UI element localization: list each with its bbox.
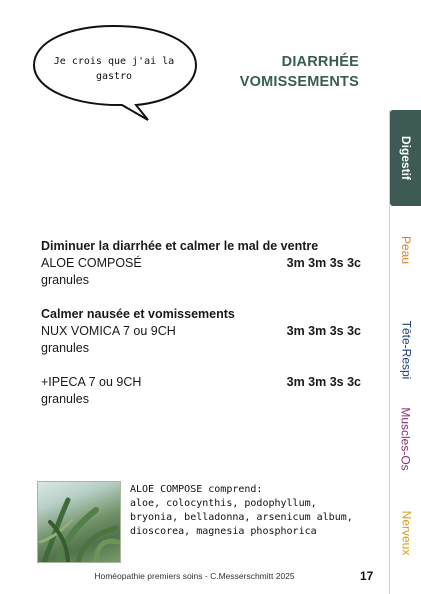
remedy-dose: 3m 3m 3s 3c bbox=[286, 375, 361, 389]
speech-bubble bbox=[30, 22, 198, 110]
tab-label: Tête-Respi bbox=[399, 320, 413, 380]
composition-note bbox=[130, 483, 366, 539]
tab-peau[interactable] bbox=[390, 220, 421, 280]
bubble-text: Je crois que j'ai la gastro bbox=[53, 56, 175, 82]
note-body: aloe, colocynthis, podophyllum, bryonia, belladonna, arsenicum album, dioscorea, magnesia phosphorica bbox=[130, 498, 353, 537]
remedy-dose: 3m 3m 3s 3c bbox=[286, 256, 361, 270]
remedy-form: granules bbox=[41, 273, 89, 287]
title-line-2: VOMISSEMENTS bbox=[239, 74, 359, 90]
tab-label: Peau bbox=[399, 235, 413, 265]
tab-label: Nerveux bbox=[399, 510, 413, 556]
note-heading: ALOE COMPOSE comprend: bbox=[130, 484, 263, 495]
tab-label: Digestif bbox=[399, 135, 414, 181]
remedy-row bbox=[41, 323, 361, 340]
remedy-block bbox=[41, 306, 361, 357]
tab-nerveux[interactable] bbox=[390, 493, 421, 573]
remedy-block bbox=[41, 374, 361, 408]
remedy-form: granules bbox=[41, 341, 89, 355]
remedy-dose: 3m 3m 3s 3c bbox=[286, 324, 361, 338]
remedy-name: NUX VOMICA 7 ou 9CH bbox=[41, 324, 176, 338]
remedy-block bbox=[41, 238, 361, 289]
remedy-form: granules bbox=[41, 392, 89, 406]
tab-tete-respi[interactable] bbox=[390, 300, 421, 400]
page-title bbox=[240, 52, 359, 92]
block-heading: Diminuer la diarrhée et calmer le mal de ventre bbox=[41, 239, 319, 253]
remedy-name: ALOE COMPOSÉ bbox=[41, 256, 142, 270]
remedy-list bbox=[41, 238, 361, 425]
block-heading: Calmer nausée et vomissements bbox=[41, 307, 235, 321]
page-number: 17 bbox=[360, 569, 374, 583]
title-line-1: DIARRHÉE bbox=[281, 54, 359, 70]
aloe-plant-image bbox=[37, 481, 121, 563]
tab-muscles-os[interactable] bbox=[390, 392, 421, 486]
page-footer: Homéopathie premiers soins - C.Messerschmitt 2025 bbox=[94, 571, 295, 581]
remedy-row bbox=[41, 255, 361, 272]
remedy-row bbox=[41, 374, 361, 391]
category-tabs bbox=[389, 110, 421, 594]
remedy-name: +IPECA 7 ou 9CH bbox=[41, 375, 142, 389]
tab-label: Muscles-Os bbox=[399, 407, 413, 471]
tab-digestif[interactable] bbox=[390, 110, 421, 206]
